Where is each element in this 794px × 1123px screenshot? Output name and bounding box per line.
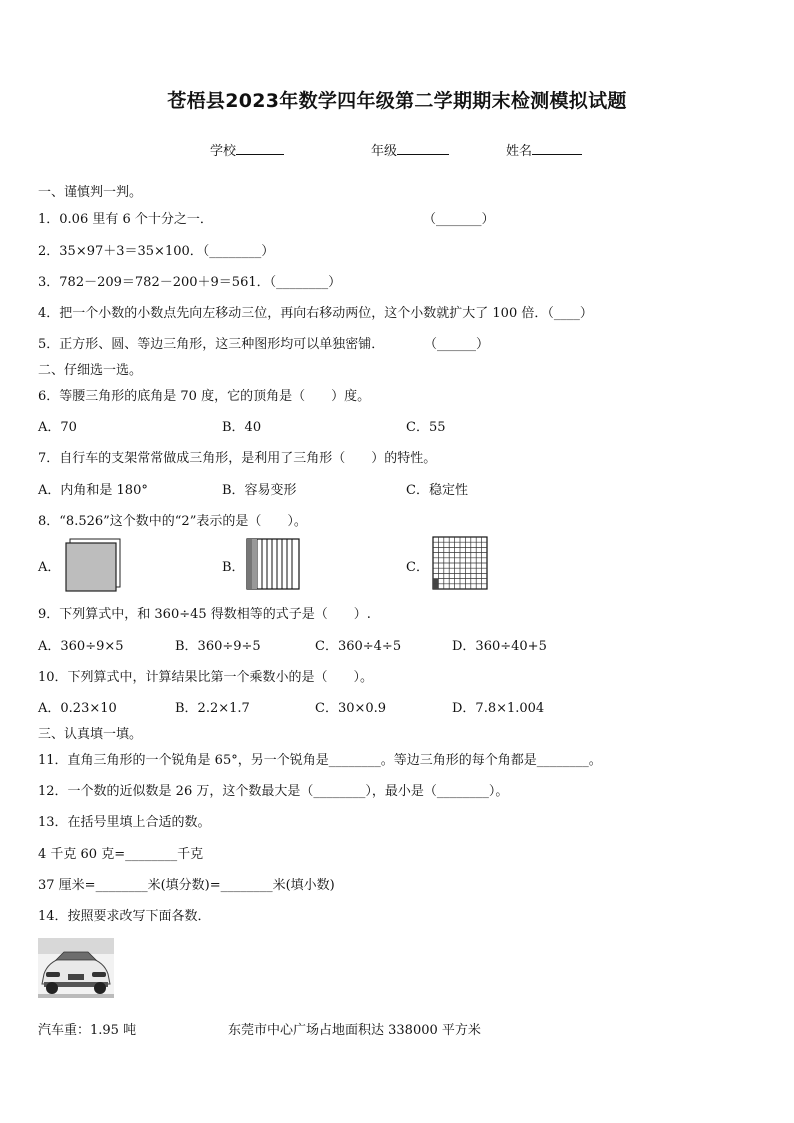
q7-option-a[interactable]: A．内角和是 180° [38, 483, 148, 498]
q6-option-c[interactable]: C．55 [406, 420, 446, 435]
plaza-caption: 东莞市中心广场占地面积达 338000 平方米 [228, 1023, 481, 1038]
page-title: 苍梧县2023年数学四年级第二学期期末检测模拟试题 [167, 90, 627, 112]
question-1: 1．0.06 里有 6 个十分之一． [38, 212, 213, 227]
q8-option-c[interactable]: C． [406, 560, 429, 575]
q8-figure-b-column-strips [246, 538, 300, 590]
question-11: 11．直角三角形的一个锐角是 65°，另一个锐角是________。等边三角形的每个角都是________。 [38, 753, 602, 768]
question-13: 13．在括号里填上合适的数。 [38, 815, 211, 830]
question-5-answer[interactable]: （______） [424, 337, 490, 352]
q8-figure-a-shaded-square [64, 538, 122, 592]
question-1-answer[interactable]: （_______） [423, 212, 495, 227]
name-blank[interactable] [532, 141, 582, 155]
grade-field [371, 140, 449, 159]
question-2: 2．35×97＋3＝35×100．（________） [38, 244, 275, 259]
question-13-line-1: 4 千克 60 克=________千克 [38, 847, 204, 862]
name-field [506, 140, 582, 159]
q9-option-a[interactable]: A．360÷9×5 [38, 639, 124, 654]
question-13-line-2: 37 厘米=________米(填分数)=________米(填小数) [38, 878, 335, 893]
question-4: 4．把一个小数的小数点先向左移动三位，再向右移动两位，这个小数就扩大了 100 倍．（____） [38, 306, 593, 321]
car-photo [38, 938, 114, 998]
q10-option-a[interactable]: A．0.23×10 [38, 701, 117, 716]
q9-option-d[interactable]: D．360÷40+5 [452, 639, 547, 654]
section-2-heading: 二、仔细选一选。 [38, 363, 143, 378]
school-blank[interactable] [236, 141, 284, 155]
question-14: 14．按照要求改写下面各数． [38, 909, 211, 924]
q10-option-d[interactable]: D．7.8×1.004 [452, 701, 545, 716]
question-5: 5．正方形、圆、等边三角形，这三种图形均可以单独密铺． [38, 337, 385, 352]
q7-option-c[interactable]: C．稳定性 [406, 483, 468, 498]
name-label: 姓名 [506, 144, 533, 159]
question-10: 10．下列算式中，计算结果比第一个乘数小的是（ ）。 [38, 670, 374, 685]
q10-option-b[interactable]: B．2.2×1.7 [175, 701, 250, 716]
q8-figure-c-hundred-grid [432, 536, 488, 590]
school-label: 学校 [210, 144, 237, 159]
q9-option-c[interactable]: C．360÷4÷5 [315, 639, 402, 654]
question-12: 12．一个数的近似数是 26 万，这个数最大是（________），最小是（________）。 [38, 784, 509, 799]
grade-blank[interactable] [397, 141, 449, 155]
q8-option-b[interactable]: B． [222, 560, 245, 575]
section-3-heading: 三、认真填一填。 [38, 727, 143, 742]
grade-label: 年级 [371, 144, 398, 159]
q6-option-a[interactable]: A．70 [38, 420, 77, 435]
section-1-heading: 一、谨慎判一判。 [38, 185, 143, 200]
school-field [210, 140, 284, 159]
q10-option-c[interactable]: C．30×0.9 [315, 701, 387, 716]
car-caption: 汽车重：1.95 吨 [38, 1023, 137, 1038]
q8-option-a[interactable]: A． [38, 560, 61, 575]
question-7: 7．自行车的支架常常做成三角形，是利用了三角形（ ）的特性。 [38, 451, 437, 466]
question-6: 6．等腰三角形的底角是 70 度，它的顶角是（ ）度。 [38, 389, 371, 404]
question-8: 8．“8.526”这个数中的“2”表示的是（ ）。 [38, 514, 307, 529]
q6-option-b[interactable]: B．40 [222, 420, 262, 435]
q9-option-b[interactable]: B．360÷9÷5 [175, 639, 261, 654]
q7-option-b[interactable]: B．容易变形 [222, 483, 297, 498]
question-3: 3．782－209＝782－200＋9＝561．（________） [38, 275, 342, 290]
question-9: 9．下列算式中，和 360÷45 得数相等的式子是（ ）. [38, 607, 371, 622]
